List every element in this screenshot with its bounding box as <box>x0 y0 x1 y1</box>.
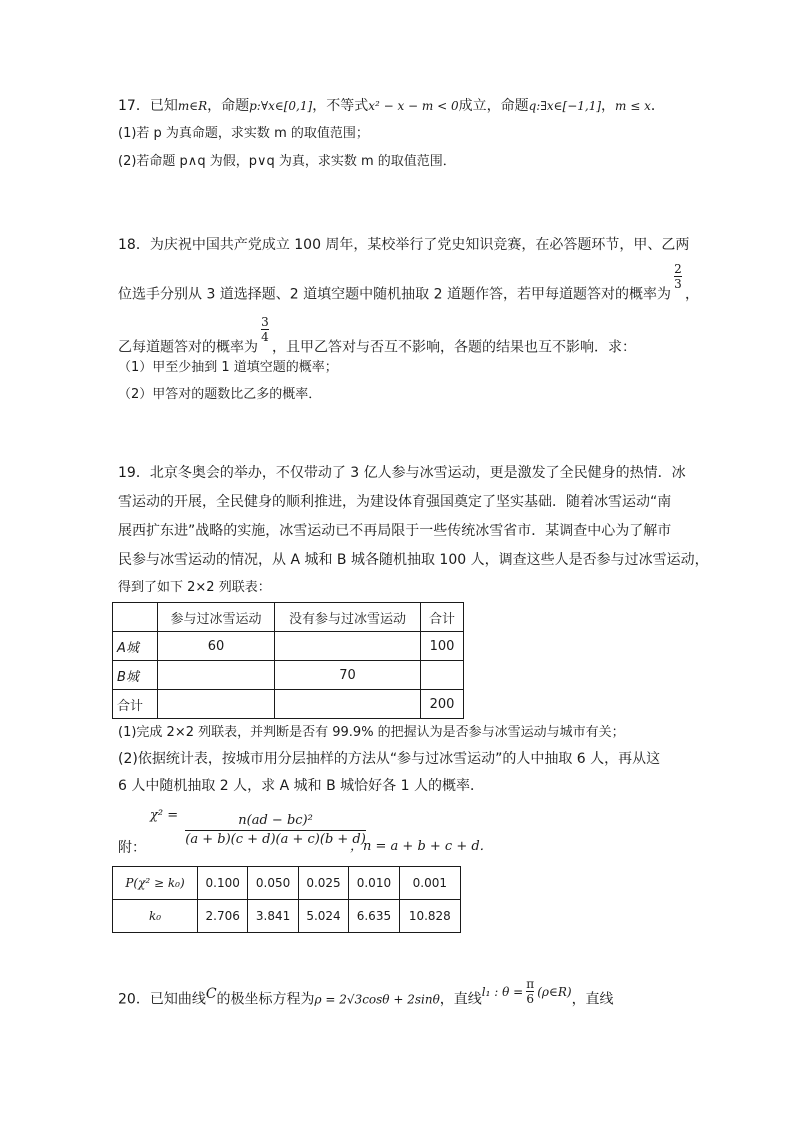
q19-line3: 展西扩东进”战略的实施，冰雪运动已不再局限于一些传统冰雪省市．某调查中心为了解市 <box>118 523 672 539</box>
table-row <box>113 661 464 690</box>
q17-text: 成立，命题 <box>458 98 529 114</box>
table-cell: 0.001 <box>399 867 460 900</box>
q19-part1: (1)完成 2×2 列联表，并判断是否有 99.9% 的把握认为是否参与冰雪运动与城市有关； <box>118 725 625 740</box>
q20-math: ρ = 2√3cosθ + 2sinθ <box>314 992 440 1007</box>
table-cell: 3.841 <box>248 900 298 933</box>
formula-fraction <box>185 812 366 849</box>
q20-line1 <box>118 977 614 1014</box>
table-cell <box>158 690 275 719</box>
fraction-three-quarters <box>261 315 269 344</box>
table-cell: B城 <box>113 661 158 690</box>
q18-line1: 18．为庆祝中国共产党成立 100 周年，某校举行了党史知识竞赛，在必答题环节，甲、乙两 <box>118 237 690 253</box>
table-header-cell <box>113 603 158 632</box>
q17-math: m∈R <box>177 99 208 113</box>
formula-n-definition: ，n = a + b + c + d． <box>350 839 493 854</box>
table-header-cell: 参与过冰雪运动 <box>158 603 275 632</box>
q17-part2: (2)若命题 p∧q 为假，p∨q 为真，求实数 m 的取值范围． <box>118 154 456 169</box>
q17-math: m ≤ x <box>615 99 651 113</box>
table-row <box>113 632 464 661</box>
table-cell: 60 <box>158 632 275 661</box>
q19-line1: 19．北京冬奥会的举办，不仅带动了 3 亿人参与冰雪运动，更是激发了全民健身的热情．冰 <box>118 465 686 481</box>
q17-math: q:∃x∈[−1,1] <box>528 99 602 113</box>
table-cell: 0.025 <box>298 867 348 900</box>
table-cell <box>275 690 421 719</box>
q17-text: ，命题 <box>207 98 250 114</box>
q17-math: p:∀x∈[0,1] <box>249 99 313 113</box>
q17-math: x² − x − m < 0 <box>368 99 459 113</box>
frac-num: 2 <box>674 262 682 276</box>
frac-den: 4 <box>261 330 269 344</box>
contingency-table <box>112 602 464 719</box>
q18-part1: （1）甲至少抽到 1 道填空题的概率； <box>118 360 338 375</box>
table-row <box>113 867 461 900</box>
table-header-cell: 合计 <box>421 603 464 632</box>
table-cell: k₀ <box>113 900 198 933</box>
q20-math: C <box>205 985 217 1002</box>
formula-numerator: n(ad − bc)² <box>238 813 313 828</box>
table-row <box>113 900 461 933</box>
q20-math: (ρ∈R) <box>537 984 572 999</box>
q20-text: ，直线 <box>571 991 614 1008</box>
appendix-label: 附： <box>118 840 146 856</box>
q20-text: 的极坐标方程为 <box>216 991 315 1008</box>
table-cell: 10.828 <box>399 900 460 933</box>
table-cell: P(χ² ≥ k₀) <box>113 867 198 900</box>
q19-line5: 得到了如下 2×2 列联表： <box>118 580 271 595</box>
q17-text: ． <box>650 98 665 114</box>
table-cell <box>421 661 464 690</box>
q18-text: ，且甲乙答对与否互不影响，各题的结果也互不影响．求： <box>272 339 636 356</box>
chi-square-formula <box>150 808 369 849</box>
table-cell <box>275 632 421 661</box>
table-cell: 0.050 <box>248 867 298 900</box>
q18-line2 <box>118 262 699 309</box>
table-cell: 6.635 <box>349 900 399 933</box>
table-cell: 0.100 <box>198 867 248 900</box>
frac-num: 3 <box>261 315 269 329</box>
q19-part2-line2: 6 人中随机抽取 2 人，求 A 城和 B 城恰好各 1 人的概率． <box>118 778 484 794</box>
q20-text: ，直线 <box>439 991 482 1008</box>
formula-denominator: (a + b)(c + d)(a + c)(b + d) <box>185 832 366 847</box>
q18-text: ， <box>684 286 699 303</box>
q17-text: 17．已知 <box>118 98 178 114</box>
table-cell: 70 <box>275 661 421 690</box>
q17-text: ，不等式 <box>312 98 369 114</box>
table-header-cell: 没有参与过冰雪运动 <box>275 603 421 632</box>
fraction-two-thirds <box>674 262 682 291</box>
q18-part2: （2）甲答对的题数比乙多的概率． <box>118 387 322 402</box>
table-cell: 合计 <box>113 690 158 719</box>
table-cell: 5.024 <box>298 900 348 933</box>
table-cell: 2.706 <box>198 900 248 933</box>
table-row <box>113 690 464 719</box>
frac-num: π <box>526 977 535 991</box>
q17-text: ， <box>601 98 616 114</box>
table-cell: A城 <box>113 632 158 661</box>
q20-text: 20．已知曲线 <box>118 991 206 1008</box>
critical-value-table <box>112 866 461 933</box>
fraction-pi-six <box>526 977 534 1006</box>
q18-text: 位选手分别从 3 道选择题、2 道填空题中随机抽取 2 道题作答，若甲每道题答对的概率为 <box>118 286 671 303</box>
table-cell: 0.010 <box>349 867 399 900</box>
q19-part2-line1: (2)依据统计表，按城市用分层抽样的方法从“参与过冰雪运动”的人中抽取 6 人，再从这 <box>118 751 661 767</box>
frac-den: 6 <box>526 992 535 1006</box>
table-header-row <box>113 603 464 632</box>
q19-line4: 民参与冰雪运动的情况，从 A 城和 B 城各随机抽取 100 人，调查这些人是否参与过冰雪运动， <box>118 552 709 568</box>
q19-line2: 雪运动的开展，全民健身的顺利推进，为建设体育强国奠定了坚实基础．随着冰雪运动“南 <box>118 494 672 510</box>
q17-line1 <box>118 96 665 116</box>
table-cell: 100 <box>421 632 464 661</box>
table-cell <box>158 661 275 690</box>
q18-text: 乙每道题答对的概率为 <box>118 339 258 356</box>
table-cell: 200 <box>421 690 464 719</box>
formula-lhs: χ² = <box>150 808 179 823</box>
q17-part1: (1)若 p 为真命题，求实数 m 的取值范围； <box>118 126 369 141</box>
q20-math: l₁ : θ = <box>481 984 524 999</box>
frac-den: 3 <box>674 277 682 291</box>
